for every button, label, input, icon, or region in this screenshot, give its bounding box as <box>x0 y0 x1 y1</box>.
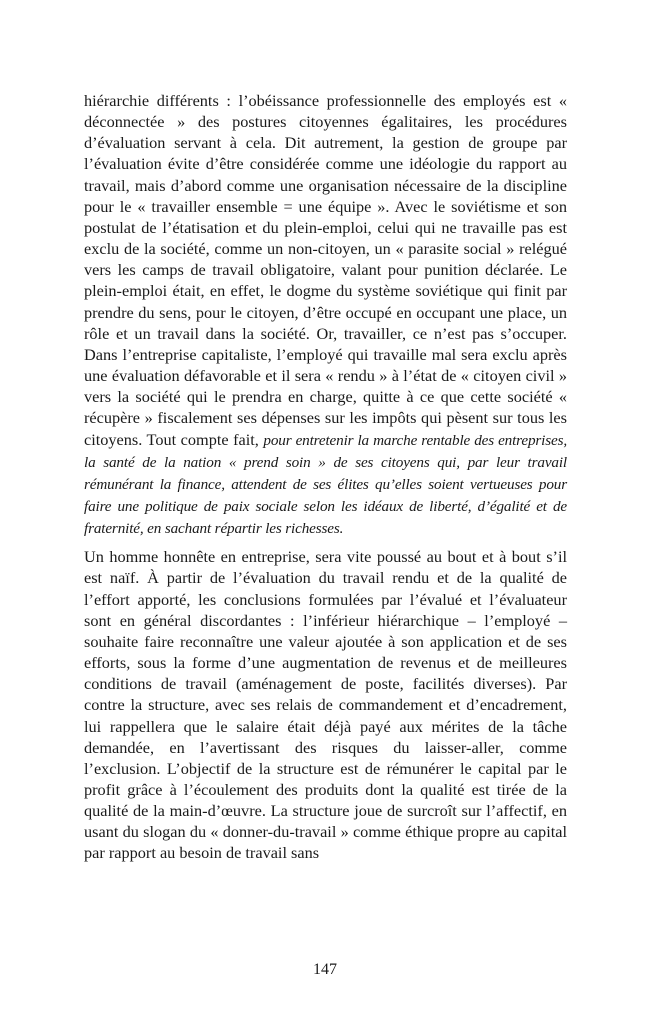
page-body <box>84 90 567 864</box>
page-number: 147 <box>313 961 337 978</box>
paragraph-1-text: hiérarchie différents : l’obéissance professionnelle des employés est « déconnectée » des postures citoyennes égalitaires, les procédures d’évaluation servant à cela. Dit autrement, la gestion de groupe par l’évaluation évite d’être considérée comme une idéologie du rapport au travail, mais d’abord comme une organisation nécessaire de la discipline pour le « travailler ensemble = une équipe ». Avec le soviétisme et son postulat de l’étatisation et du plein-emploi, celui qui ne travaille pas est exclu de la société, comme un non-citoyen, un « parasite social » relégué vers les camps de travail obligatoire, valant pour punition déclarée. Le plein-emploi était, en effet, le dogme du système soviétique qui finit par prendre du sens, pour le citoyen, d’être occupé en occupant une place, un rôle et un travail dans la société. Or, travailler, ce n’est pas s’occuper. Dans l’entreprise capitaliste, l’employé qui travaille mal sera exclu après une évaluation défavorable et il sera « rendu » à l’état de « citoyen civil » vers la société qui le prendra en charge, quitte à ce que cette société « récupère » fiscalement ses dépenses sur les impôts qui pèsent sur tous les citoyens. Tout compte fait, <box>84 91 567 449</box>
paragraph-1 <box>84 90 567 539</box>
paragraph-2: Un homme honnête en entreprise, sera vite poussé au bout et à bout s’il est naïf. À partir de l’évaluation du travail rendu et de la qualité de l’effort apporté, les conclusions formulées par l’évalué et l’évaluateur sont en général discordantes : l’inférieur hiérarchique – l’employé – souhaite faire reconnaître une valeur ajoutée à son application et de ses efforts, sous la forme d’une augmentation de revenus et de meilleures conditions de travail (aménagement de poste, facilités diverses). Par contre la structure, avec ses relais de commandement et d’encadrement, lui rappellera que le salaire était déjà payé aux mérites de la tâche demandée, en l’avertissant des risques du laisser-aller, comme l’exclusion. L’objectif de la structure est de rémunérer le capital par le profit grâce à l’écoulement des produits dont la qualité est tirée de la qualité de la main-d’œuvre. La structure joue de surcroît sur l’affectif, en usant du slogan du « donner-du-travail » comme éthique propre au capital par rapport au besoin de travail sans <box>84 547 567 863</box>
paragraph-1-italic-text: pour entretenir la marche rentable des entreprises, la santé de la nation « prend soin » de ses citoyens qui, par leur travail rémunérant la finance, attendent de ses élites qu’elles soient vertueuses pour faire une politique de paix sociale selon les idéaux de liberté, d’égalité et de fraternité, en sachant répartir les richesses. <box>84 431 567 538</box>
